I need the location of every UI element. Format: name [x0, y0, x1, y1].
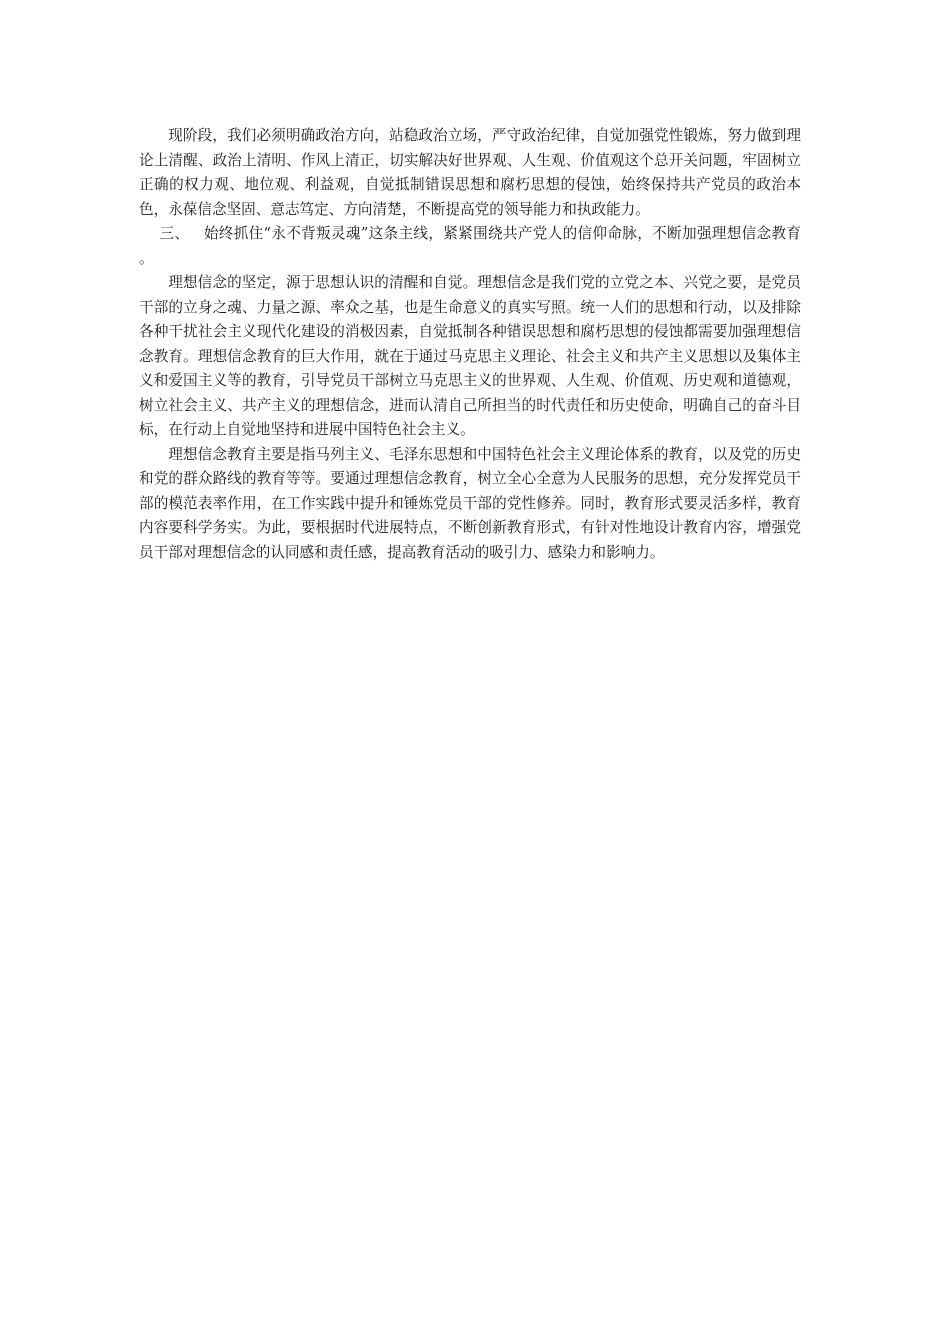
paragraph-ideals-education: 理想信念教育主要是指马列主义、毛泽东思想和中国特色社会主义理论体系的教育，以及党的历史和党的群众路线的教育等等。要通过理想信念教育，树立全心全意为人民服务的思想，充分发挥党员干部的模范表率作用，在工作实践中提升和锤炼党员干部的党性修养。同时，教育形式要灵活多样，教育内容要科学务实。为此，要根据时代进展特点，不断创新教育形式，有针对性地设计教育内容，增强党员干部对理想信念的认同感和责任感，提高教育活动的吸引力、感染力和影响力。: [139, 445, 801, 561]
section-number: 三、: [159, 225, 190, 242]
paragraph-intro: 现阶段，我们必须明确政治方向，站稳政治立场，严守政治纪律，自觉加强党性锻炼，努力做到理论上清醒、政治上清明、作风上清正，切实解决好世界观、人生观、价值观这个总开关问题，牢固树立正确的权力观、地位观、利益观，自觉抵制错误思想和腐朽思想的侵蚀，始终保持共产党员的政治本色，永葆信念坚固、意志笃定、方向清楚，不断提高党的领导能力和执政能力。: [139, 127, 801, 218]
paragraph-ideals-firmness: 理想信念的坚定，源于思想认识的清醒和自觉。理想信念是我们党的立党之本、兴党之要，是党员干部的立身之魂、力量之源、率众之基，也是生命意义的真实写照。统一人们的思想和行动，以及排除各种干扰社会主义现代化建设的消极因素，自觉抵制各种错误思想和腐朽思想的侵蚀都需要加强理想信念教育。理想信念教育的巨大作用，就在于通过马克思主义理论、社会主义和共产主义思想以及集体主义和爱国主义等的教育，引导党员干部树立马克思主义的世界观、人生观、价值观、历史观和道德观，树立社会主义、共产主义的理想信念，进而认清自己所担当的时代责任和历史使命，明确自己的奋斗目标，在行动上自觉地坚持和进展中国特色社会主义。: [139, 274, 801, 438]
section-heading: [139, 222, 801, 271]
document-body: [139, 124, 801, 565]
section-heading-text: 始终抓住“永不背叛灵魂”这条主线，紧紧围绕共产党人的信仰命脉，不断加强理想信念教育 。: [139, 225, 801, 267]
